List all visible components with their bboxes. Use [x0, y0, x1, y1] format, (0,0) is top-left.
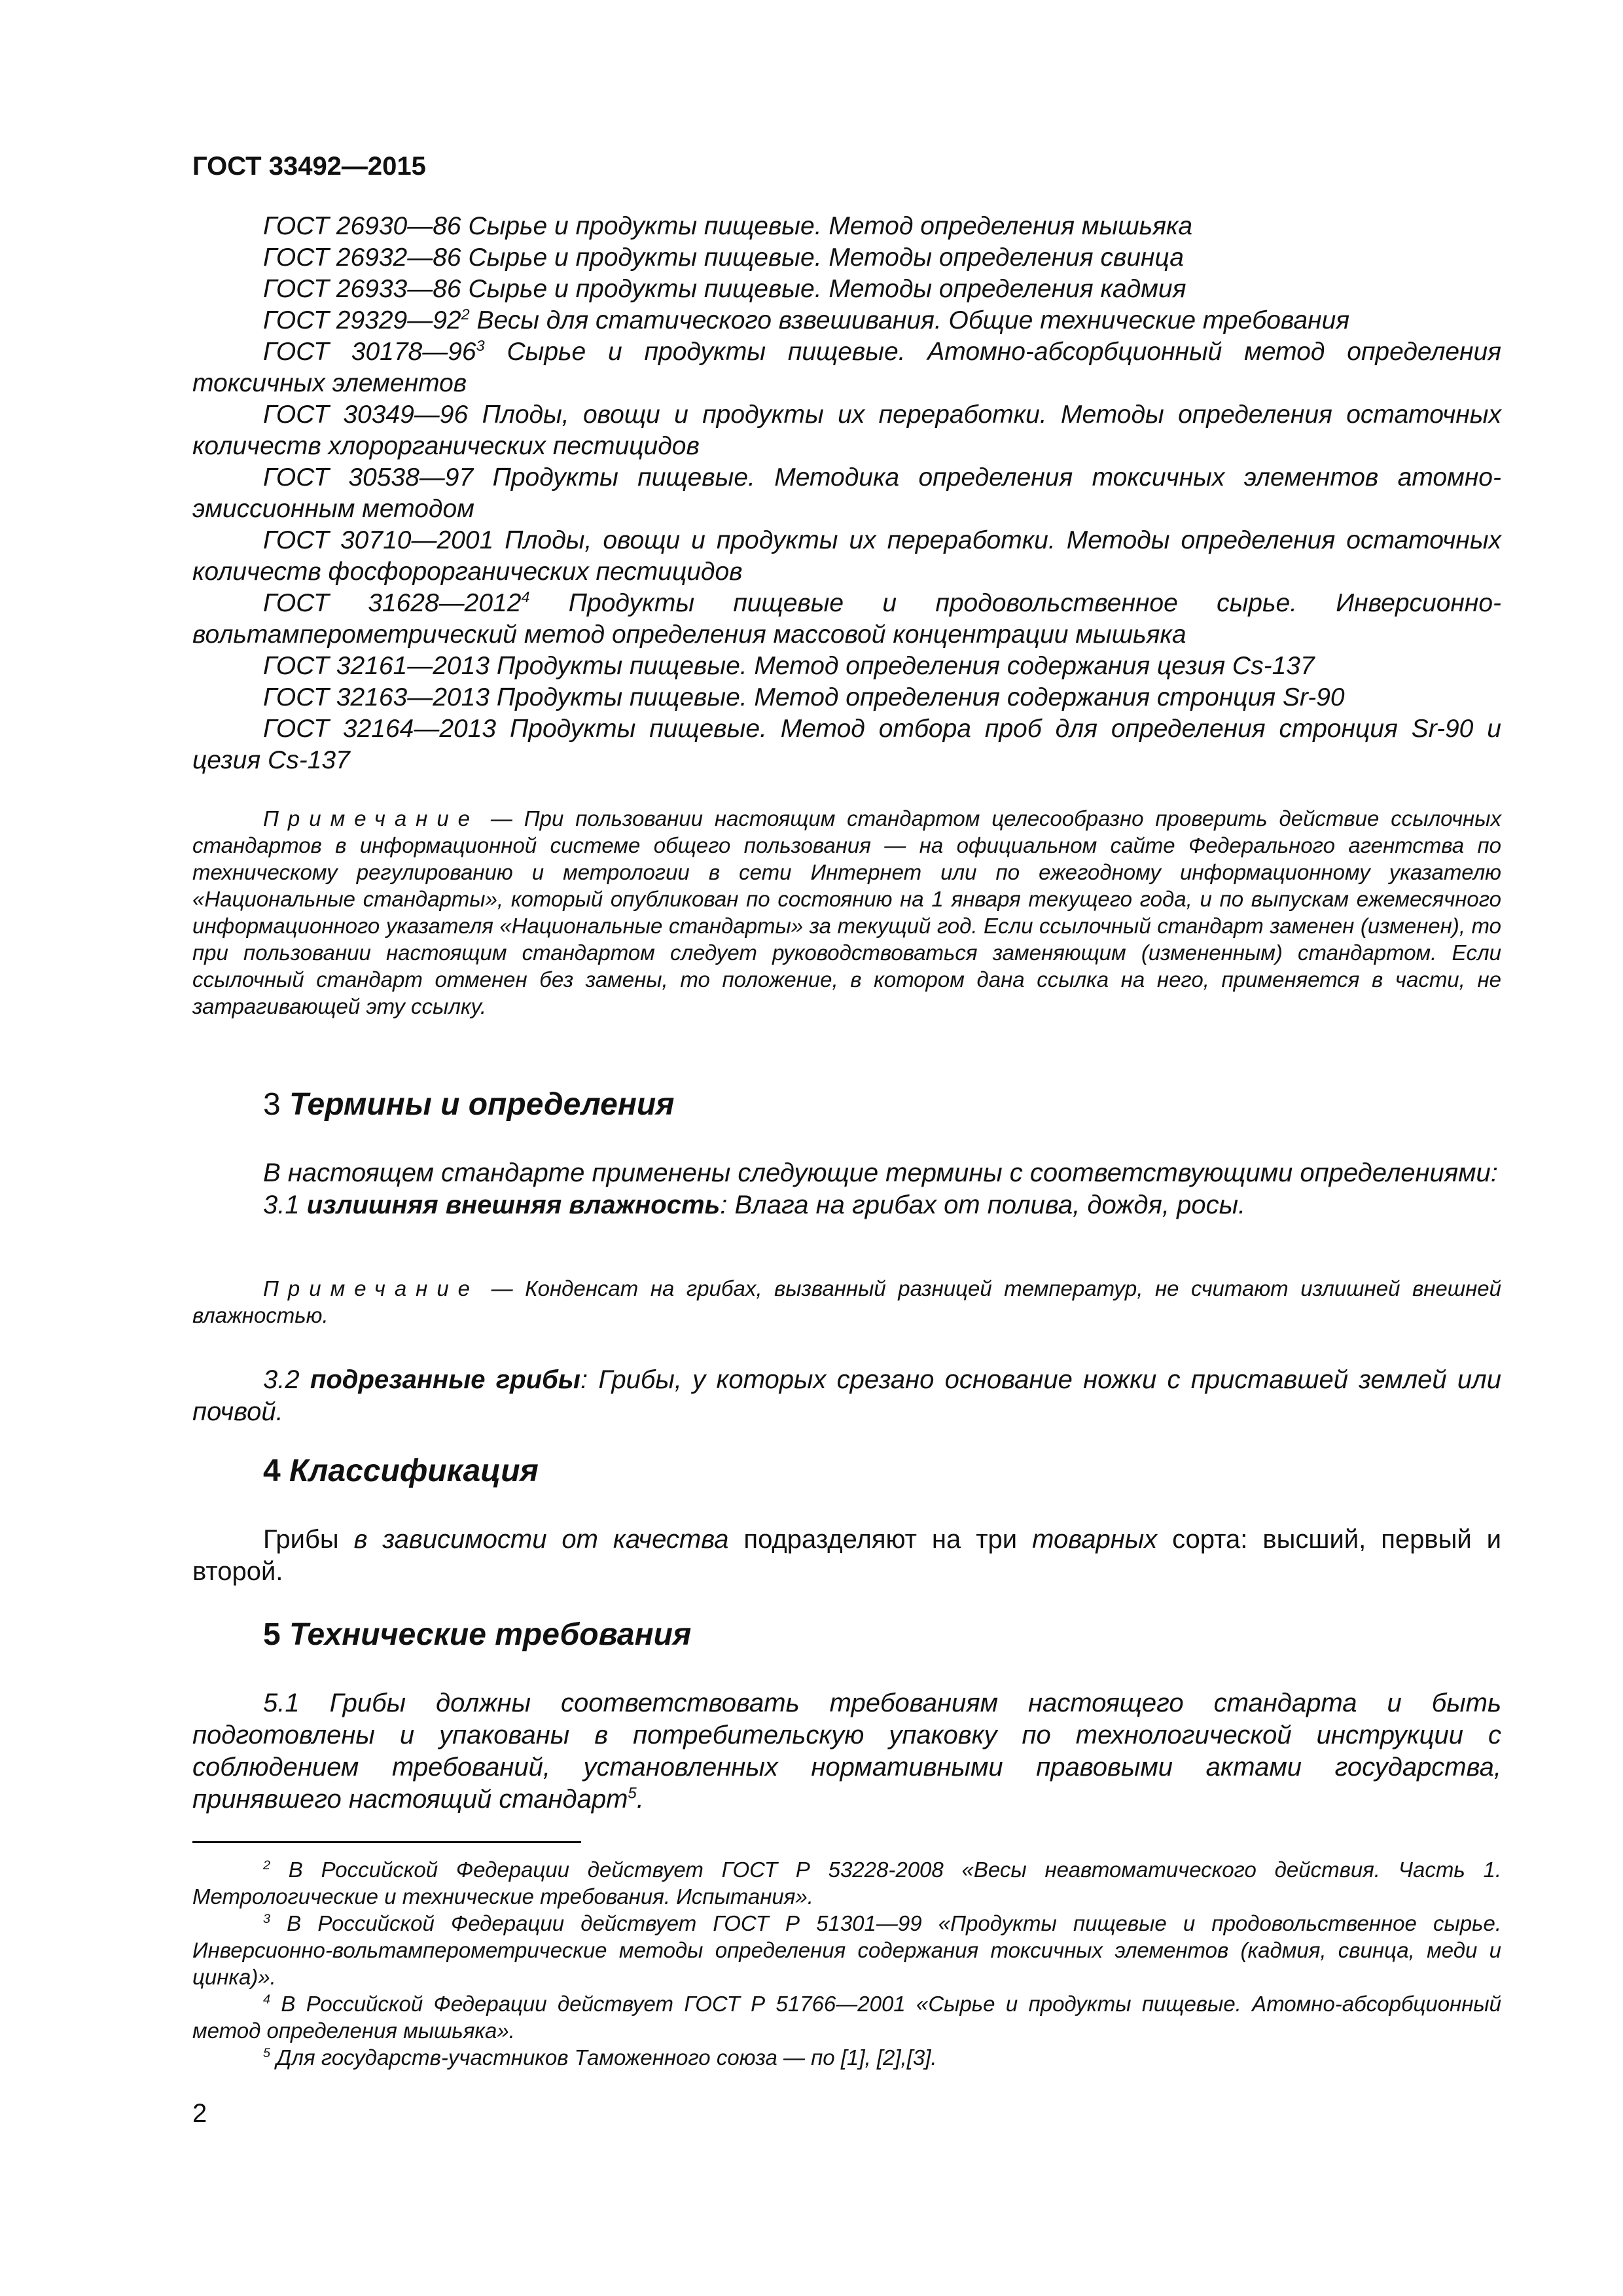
section-4-body: Грибы в зависимости от качества подразделяют на три товарных сорта: высший, первый и второй.: [192, 1525, 1501, 1586]
term-name: подрезанные грибы: [310, 1365, 580, 1394]
section-4-title: 4 Классификация: [263, 1454, 539, 1488]
term-name: излишняя внешняя влажность: [306, 1191, 721, 1219]
footnote-item: $^4$ В Российской Федерации действует ГОСТ Р 51766—2001 «Сырье и продукты пищевые. Атомно-абсорбционный метод определения мышьяка».: [192, 1992, 1501, 2043]
footnote-ref: 3: [476, 337, 485, 354]
reference-item: ГОСТ 30538—97 Продукты пищевые. Методика определения токсичных элементов атомно-эмиссионным методом: [192, 463, 1501, 523]
section-3-title: 3 Термины и определения: [263, 1087, 675, 1122]
page-number: 2: [192, 2099, 207, 2128]
term-3-1: 3.1 излишняя внешняя влажность: Влага на грибах от полива, дождя, росы.: [263, 1191, 1246, 1219]
reference-item: ГОСТ 26933—86 Сырье и продукты пищевые. Методы определения кадмия: [263, 275, 1186, 303]
note-text: — Конденсат на грибах, вызванный разницей температур, не считают излишней внешней влажностью.: [192, 1276, 1501, 1327]
footnote-ref: 4: [521, 588, 530, 605]
reference-item: ГОСТ $30178—96^3$ Сырье и продукты пищевые. Атомно-абсорбционный метод определения токсичных элементов: [192, 337, 1501, 397]
footnote-ref: 5: [628, 1784, 637, 1803]
reference-item: ГОСТ $29329—92^2$ Весы для статического взвешивания. Общие технические требования: [263, 306, 1350, 334]
normative-references-list: [192, 211, 1501, 776]
footnote-item: $^2$ В Российской Федерации действует ГОСТ Р 53228-2008 «Весы неавтоматического действия. Часть 1. Метрологические и технические требования. Испытания».: [192, 1857, 1501, 1909]
note-label: Примечание: [263, 1276, 480, 1300]
reference-item: ГОСТ 30349—96 Плоды, овощи и продукты их переработки. Методы определения остаточных количеств хлорорганических пестицидов: [192, 401, 1501, 460]
section-3-intro: В настоящем стандарте применены следующие термины с соответствующими определениями:: [263, 1158, 1498, 1187]
term-3-2: 3.2 подрезанные грибы: Грибы, у которых срезано основание ножки с приставшей землей или почвой.: [192, 1365, 1501, 1426]
section-3-body: [192, 1157, 1501, 1221]
reference-item: ГОСТ 26930—86 Сырье и продукты пищевые. Метод определения мышьяка: [263, 212, 1193, 240]
reference-item: ГОСТ 32163—2013 Продукты пищевые. Метод определения содержания стронция Sr-90: [263, 683, 1345, 711]
section-5-body: 5.1 Грибы должны соответствовать требованиям настоящего стандарта и быть подготовлены и упакованы в потребительскую упаковку по технологической инструкции с соблюдением требований, установленных нормативными правовыми актами государства, принявшего настоящий стандарт$^5$.: [192, 1689, 1501, 1814]
footnote-divider: [192, 1841, 581, 1843]
footnote-ref: 2: [461, 306, 470, 323]
note-term-3-1: [192, 1275, 1501, 1329]
reference-item: ГОСТ 30710—2001 Плоды, овощи и продукты их переработки. Методы определения остаточных количеств фосфорорганических пестицидов: [192, 526, 1502, 586]
reference-item: ГОСТ 32164—2013 Продукты пищевые. Метод отбора проб для определения стронция Sr-90 и цезия Cs-137: [192, 715, 1501, 774]
note-references: [192, 805, 1501, 1020]
footnote-item: $^3$ В Российской Федерации действует ГОСТ Р 51301—99 «Продукты пищевые и продовольственное сырье. Инверсионно-вольтамперометрические методы определения содержания токсичных элементов (кадмия, свинца, меди и цинка)».: [192, 1911, 1501, 1989]
section-5-title: 5 Технические требования: [263, 1617, 692, 1652]
footnotes: [192, 1856, 1501, 2071]
reference-item: ГОСТ 26932—86 Сырье и продукты пищевые. Методы определения свинца: [263, 243, 1184, 272]
reference-item: ГОСТ 32161—2013 Продукты пищевые. Метод определения содержания цезия Cs-137: [263, 652, 1315, 680]
note-label: Примечание: [263, 806, 480, 831]
reference-item: ГОСТ 31628—2012$^4$ Продукты пищевые и продовольственное сырье. Инверсионно-вольтамперометрический метод определения массовой концентрации мышьяка: [192, 588, 1501, 649]
footnote-item: $^5$ Для государств-участников Таможенного союза — по [1], [2],[3].: [263, 2045, 937, 2070]
note-text: — При пользовании настоящим стандартом целесообразно проверить действие ссылочных стандартов в информационной системе общего пользования — на официальном сайте Федерального агентства по техническому регулированию и метрологии в сети Интернет или по ежегодному информационному указателю «Национальные стандарты», который опубликован по состоянию на 1 января текущего года, и по выпускам ежемесячного информационного указателя «Национальные стандарты» за текущий год. Если ссылочный стандарт заменен (изменен), то при пользовании настоящим стандартом следует руководствоваться заменяющим (измененным) стандартом. Если ссылочный стандарт отменен без замены, то положение, в котором дана ссылка на него, применяется в части, не затрагивающей эту ссылку.: [192, 806, 1501, 1018]
page-header: ГОСТ 33492—2015: [192, 152, 426, 181]
